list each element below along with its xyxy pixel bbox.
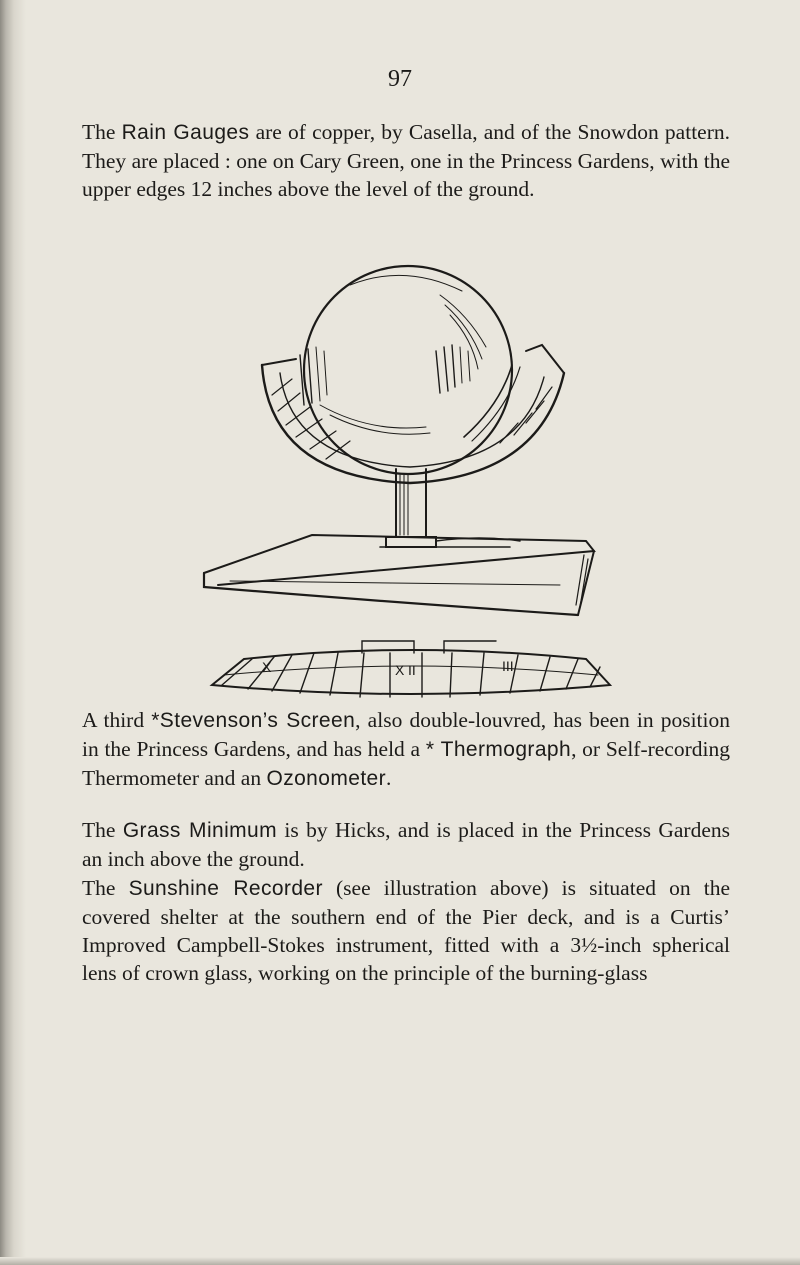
grass-minimum-paragraph bbox=[82, 816, 730, 873]
card-numeral-3: II bbox=[408, 662, 416, 678]
rain-gauges-text: are of copper, by Casella, and of the Snowdon pattern. They are placed : one on Cary Green, one in the Princess Gardens, with the upper edges 12 inches above the level of the ground. bbox=[82, 120, 730, 201]
sunshine-recorder-term: Sunshine Recorder bbox=[128, 877, 323, 900]
stevenson-mid2: , or Self-recording Thermometer and an bbox=[82, 737, 730, 790]
card-numeral-2: X bbox=[395, 662, 405, 678]
rain-gauges-paragraph bbox=[82, 118, 730, 203]
sunshine-recorder-paragraph bbox=[82, 874, 730, 987]
ozonometer-term: Ozonometer bbox=[266, 767, 387, 790]
stevenson-lead: A third bbox=[82, 708, 152, 732]
stevensons-screen-term: *Stevenson’s Screen bbox=[151, 709, 356, 732]
stevensons-screen-paragraph bbox=[82, 706, 730, 793]
sunshine-recorder-illustration bbox=[200, 255, 620, 715]
sunshine-lead: The bbox=[82, 876, 129, 900]
card-numeral-4: III bbox=[502, 658, 514, 674]
grass-minimum-term: Grass Minimum bbox=[122, 819, 278, 842]
thermograph-term: * Thermograph bbox=[425, 738, 572, 761]
grass-minimum-text: is by Hicks, and is placed in the Princess Gardens an inch above the ground. bbox=[82, 818, 730, 871]
page-bottom-edge bbox=[0, 1257, 800, 1265]
stevenson-end: . bbox=[386, 766, 392, 790]
page-number: 97 bbox=[388, 66, 412, 92]
card-numeral-1: X bbox=[262, 659, 272, 675]
grass-minimum-lead: The bbox=[82, 818, 123, 842]
stevenson-mid1: , also double-louvred, has been in position in the Princess Gardens, and has held a bbox=[82, 708, 730, 761]
rain-gauges-lead: The bbox=[82, 120, 122, 144]
sunshine-text: (see illustration above) is situated on the covered shelter at the southern end of the Pier deck, and is a Curtis’ Improved Campbell-Stokes instrument, fitted with a 3½-inch spherical lens of crown glass, working on the principle of the burning-glass bbox=[82, 876, 730, 985]
rain-gauges-term: Rain Gauges bbox=[121, 121, 250, 144]
page-binding-edge bbox=[0, 0, 26, 1265]
